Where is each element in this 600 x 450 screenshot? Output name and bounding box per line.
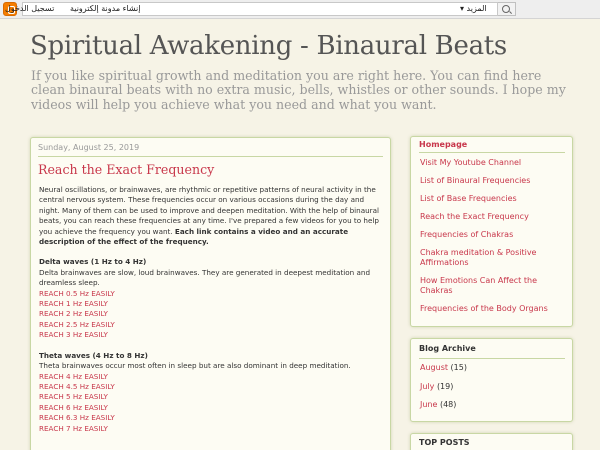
navbar-more-dropdown[interactable]: المزيد ▾ — [460, 4, 487, 13]
homepage-link[interactable]: Homepage — [419, 140, 468, 149]
top-posts-widget — [410, 433, 573, 450]
post-intro-text: Neural oscillations, or brainwaves, are rhythmic or repetitive patterns of neural activity in the central nervous system. These frequencies occur on various occasions during the day and night. Many of them can be used to improve and deepen meditation. With the help of binaural beats, you can reach these frequencies at any time. I've prepared a few videos for you to help you achieve the frequency you want. — [39, 185, 380, 236]
post-date: Sunday, August 25, 2019 — [38, 143, 140, 152]
frequency-link[interactable]: REACH 1 Hz EASILY — [39, 299, 108, 309]
frequency-link[interactable]: REACH 3 Hz EASILY — [39, 330, 108, 340]
archive-month-link[interactable]: July — [420, 382, 435, 391]
divider — [38, 156, 383, 157]
post-container — [30, 137, 391, 450]
post-intro-bold: Each link contains a video and an accurate description of the effect of the frequency. — [39, 226, 349, 247]
page-link[interactable]: How Emotions Can Affect the Chakras — [420, 276, 537, 295]
page-link[interactable]: Chakra meditation & Positive Affirmations — [420, 248, 537, 267]
frequency-link[interactable]: REACH 6.3 Hz EASILY — [39, 413, 115, 423]
frequency-link[interactable]: REACH 5 Hz EASILY — [39, 392, 108, 402]
frequency-link[interactable]: REACH 4 Hz EASILY — [39, 371, 108, 381]
archive-count: (48) — [439, 400, 457, 409]
section-text-delta: Delta brainwaves are slow, loud brainwaves. They are generated in deepest meditation and dreamless sleep. — [39, 267, 371, 288]
divider — [419, 152, 565, 153]
blog-archive-heading: Blog Archive — [419, 344, 476, 353]
page-link[interactable]: Visit My Youtube Channel — [420, 158, 522, 167]
top-posts-heading: TOP POSTS — [419, 438, 470, 447]
page-link[interactable]: Reach the Exact Frequency — [420, 212, 529, 221]
archive-month-link[interactable]: June — [420, 400, 438, 409]
pages-widget — [410, 136, 573, 327]
archive-month-link[interactable]: August — [420, 363, 448, 372]
post-title[interactable]: Reach the Exact Frequency — [38, 162, 215, 177]
frequency-link[interactable]: REACH 4.5 Hz EASILY — [39, 381, 115, 391]
page-link[interactable]: List of Binaural Frequencies — [420, 176, 531, 185]
frequency-link[interactable]: REACH 0.5 Hz EASILY — [39, 288, 115, 298]
navbar-create-blog-link[interactable]: إنشاء مدونة إلكترونية — [70, 4, 141, 13]
section-text-theta: Theta brainwaves occur most often in sleep but are also dominant in deep meditation. — [39, 361, 351, 371]
frequency-link[interactable]: REACH 2 Hz EASILY — [39, 309, 108, 319]
archive-count: (15) — [450, 363, 467, 372]
archive-item — [420, 363, 467, 372]
archive-count: (19) — [436, 382, 454, 391]
post-intro — [39, 185, 385, 247]
frequency-link[interactable]: REACH 6 Hz EASILY — [39, 402, 108, 412]
archive-item — [420, 400, 456, 409]
frequency-link[interactable]: REACH 2.5 Hz EASILY — [39, 319, 115, 329]
blog-title[interactable]: Spiritual Awakening - Binaural Beats — [30, 31, 507, 61]
page-link[interactable]: Frequencies of the Body Organs — [420, 304, 548, 313]
section-heading-delta: Delta waves (1 Hz to 4 Hz) — [39, 257, 147, 267]
divider — [419, 358, 565, 359]
frequency-link[interactable]: REACH 7 Hz EASILY — [39, 423, 108, 433]
blog-archive-widget — [410, 338, 573, 422]
page-link[interactable]: List of Base Frequencies — [420, 194, 517, 203]
search-icon[interactable] — [498, 2, 516, 16]
section-heading-theta: Theta waves (4 Hz to 8 Hz) — [39, 350, 148, 360]
blog-description: If you like spiritual growth and meditation you are right here. You can find here clean binaural beats with no extra music, bells, whistles or other sounds. I hope my videos will help you achieve what you need and what you want. — [31, 68, 566, 112]
post-body — [39, 185, 385, 434]
page-link[interactable]: Frequencies of Chakras — [420, 230, 514, 239]
archive-item — [420, 382, 453, 391]
navbar-sign-in-link[interactable]: تسجيل الدخول — [5, 4, 55, 13]
